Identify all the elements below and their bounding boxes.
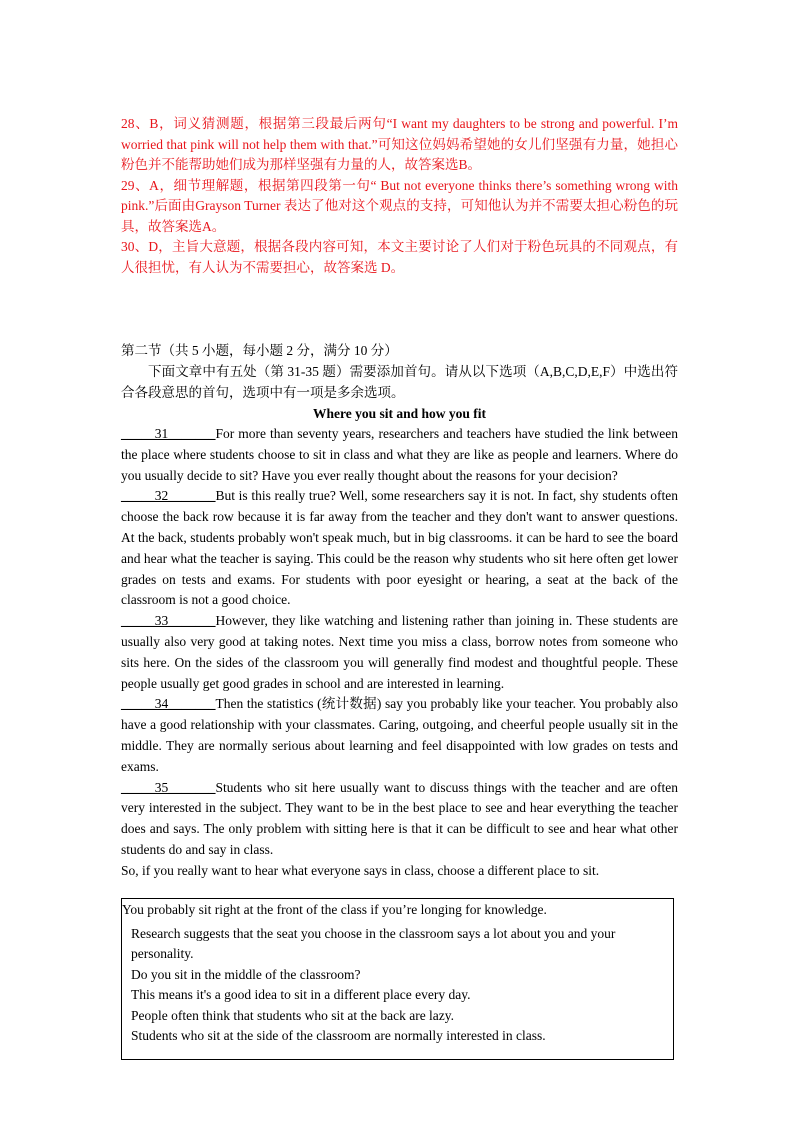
- closing-line: So, if you really want to hear what everyone says in class, choose a different place to sit.: [121, 862, 600, 878]
- answer-30: 30、D，主旨大意题，根据各段内容可知，本文主要讨论了人们对于粉色玩具的不同观点，有人很担忧，有人认为不需要担心，故答案选 D。: [121, 239, 678, 275]
- paragraph-text: For more than seventy years, researchers and teachers have studied the link between the place where students choose to sit in class and what they are like as people and learners. Where do you usually decide to sit? Have you ever really thought about the reasons for your decision?: [121, 426, 678, 483]
- paragraph-text: Then the statistics (统计数据) say you probably like your teacher. You probably also have a good relationship with your classmates. Caring, outgoing, and cheerful people usually sit in the middle. They are normally serious about learning and feel disappointed with low grades on tests and exams.: [121, 696, 678, 774]
- document-body: [121, 114, 678, 882]
- blank-34: _____34_______: [121, 696, 216, 712]
- section-two: [121, 340, 678, 424]
- blank-33: _____33_______: [121, 613, 216, 629]
- answer-explanations: [121, 114, 678, 278]
- options-box: [121, 898, 674, 1060]
- option-c: Do you sit in the middle of the classroom?: [131, 966, 361, 982]
- paragraph-text: But is this really true? Well, some researchers say it is not. In fact, shy students often choose the back row because it is far away from the teacher and they don't want to answer questions. At the back, students probably won't speak much, but in big classrooms. it can be hard to see the board and hear what the teacher is saying. This could be the reason why students who sit here often get lower grades on tests and exams. For students with poor eyesight or hearing, a seat at the back of the classroom is not a good choice.: [121, 488, 678, 608]
- answer-28: 28、B，词义猜测题，根据第三段最后两句“I want my daughters to be strong and powerful. I’m worried that pink will not help them with that.”可知这位妈妈希望她的女儿们坚强有力量，她担心粉色并不能帮助她们成为那样坚强有力量的人，故答案选B。: [121, 116, 678, 172]
- paragraph-text: Students who sit here usually want to discuss things with the teacher and are often very interested in the subject. They want to be in the best place to see and hear everything the teacher does and says. The only problem with sitting here is that it can be difficult to see and hear what other students do and say in class.: [121, 779, 678, 857]
- section-instruction: 下面文章中有五处（第 31-35 题）需要添加首句。请从以下选项（A,B,C,D,E,F）中选出符合各段意思的首句，选项中有一项是多余选项。: [121, 364, 678, 400]
- paragraph-text: However, they like watching and listening rather than joining in. These students are usually also very good at taking notes. Next time you miss a class, borrow notes from someone who sits here. On the sides of the classroom you will generally find modest and thoughtful people. These people usually get good grades in school and are interested in learning.: [121, 613, 678, 691]
- option-d: This means it's a good idea to sit in a different place every day.: [131, 987, 471, 1002]
- paragraph-32: [121, 486, 678, 611]
- paragraph-34: [121, 694, 678, 777]
- blank-31: _____31_______: [121, 426, 216, 441]
- paragraph-33: [121, 611, 678, 694]
- option-f: Students who sit at the side of the classroom are normally interested in class.: [131, 1028, 546, 1043]
- blank-32: _____32_______: [121, 488, 216, 504]
- passage: [121, 424, 678, 882]
- answer-29: 29、A，细节理解题，根据第四段第一句“ But not everyone thinks there’s something wrong with pink.”后面由Grayson Turner 表达了他对这个观点的支持，可知他认为并不需要太担心粉色的玩具，故答案选A。: [121, 177, 678, 234]
- option-e: People often think that students who sit at the back are lazy.: [131, 1007, 455, 1023]
- blank-35: _____35_______: [121, 779, 216, 795]
- section-heading: 第二节（共 5 小题，每小题 2 分，满分 10 分）: [121, 343, 398, 358]
- paragraph-35: [121, 778, 678, 861]
- option-b: Research suggests that the seat you choose in the classroom says a lot about you and your personality.: [131, 925, 616, 961]
- paragraph-31: [121, 424, 678, 486]
- passage-title: Where you sit and how you fit: [312, 406, 487, 421]
- option-a: You probably sit right at the front of the class if you’re longing for knowledge.: [122, 902, 547, 917]
